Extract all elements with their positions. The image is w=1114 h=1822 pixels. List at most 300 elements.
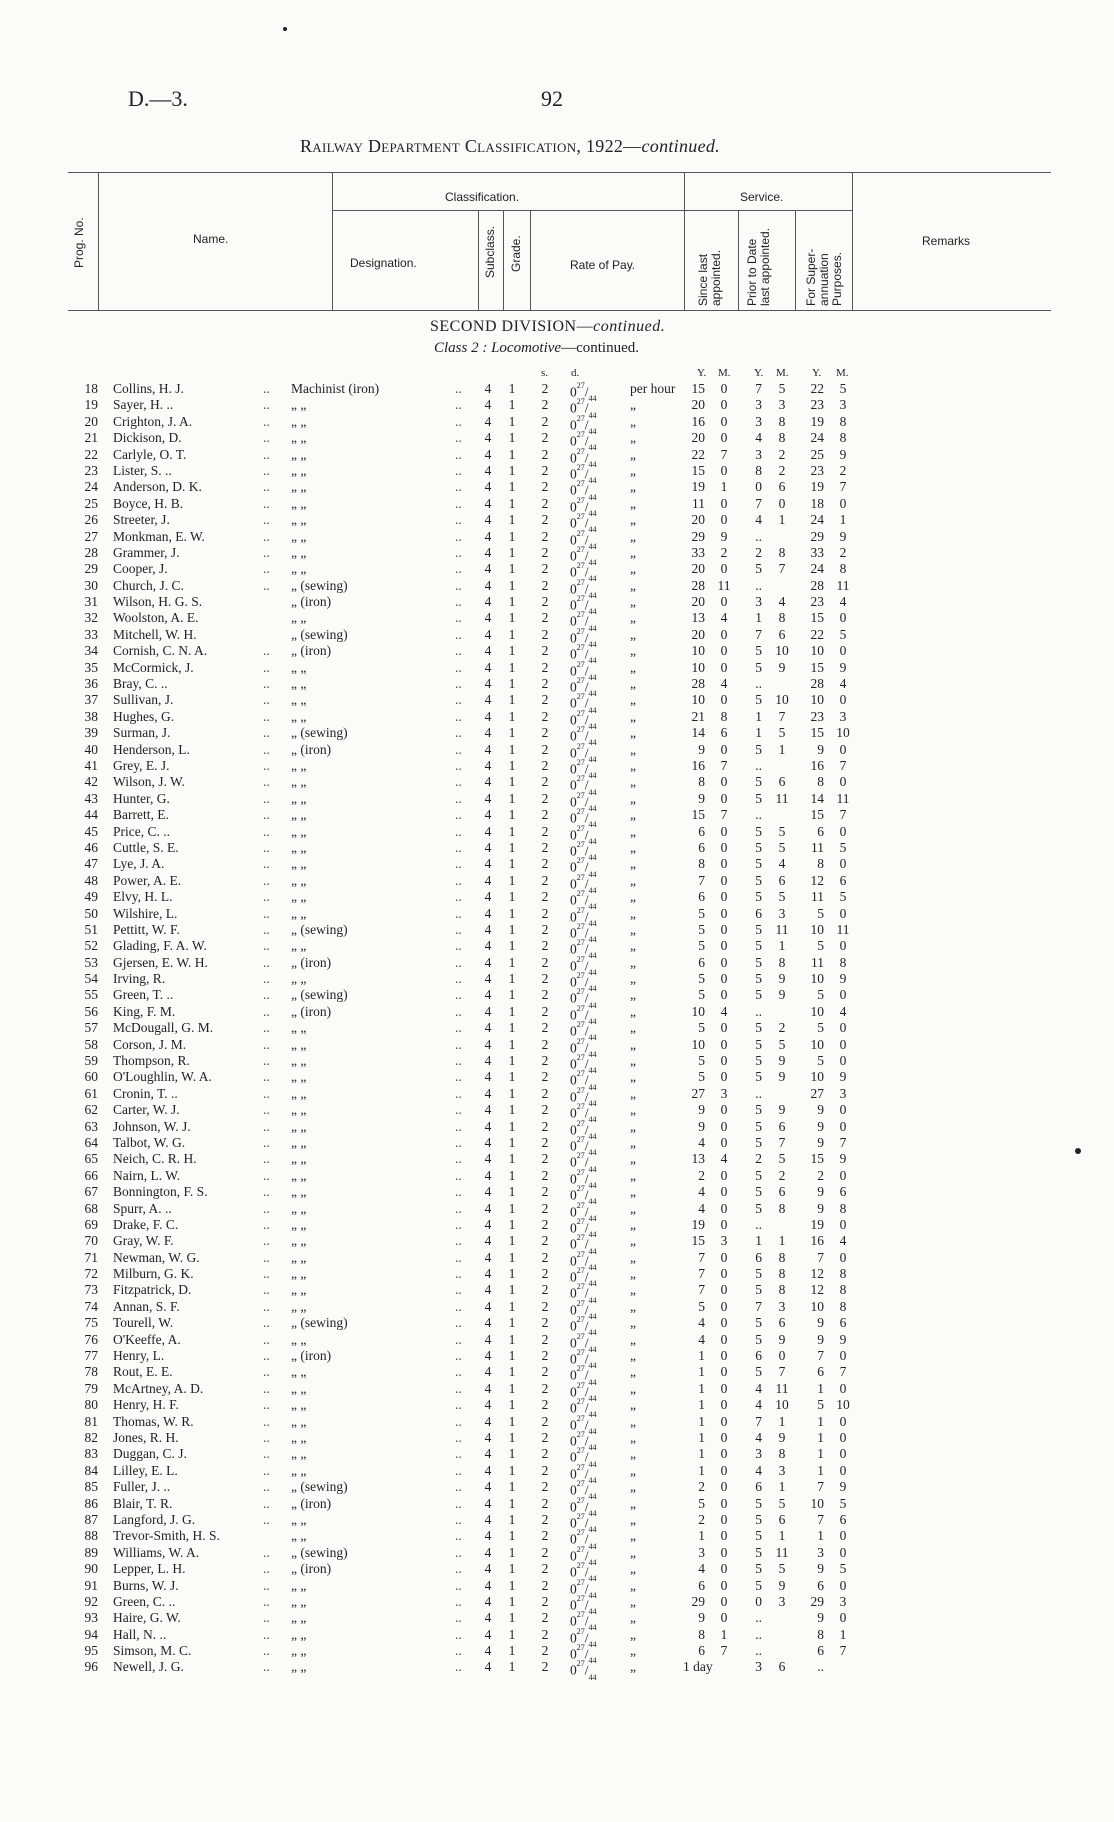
cell-super-months: 0	[839, 856, 847, 872]
cell-super-years: 8	[817, 1626, 824, 1642]
cell-since-months: 1	[720, 479, 728, 495]
cell-prog-no: 34	[84, 643, 98, 659]
pence-whole: 0	[570, 909, 577, 924]
cell-since-months: 7	[720, 757, 728, 773]
cell-shillings: 2	[541, 397, 549, 413]
cell-pence: $0^{27}/_{44}$	[570, 1610, 597, 1633]
cell-leader-dots: ..	[263, 1380, 270, 1396]
cell-rate-unit: „	[630, 1528, 636, 1544]
pence-fraction-denominator: 44	[588, 1377, 597, 1387]
cell-grade: 1	[508, 1200, 516, 1216]
pence-fraction-numerator: 27	[576, 1462, 585, 1472]
cell-prog-no: 33	[84, 626, 98, 642]
pence-fraction-numerator: 27	[576, 1216, 585, 1226]
cell-since-months: 0	[720, 1446, 728, 1462]
cell-prior-months: 6	[778, 1118, 786, 1134]
cell-leader-dots: ..	[455, 1528, 462, 1544]
cell-prior-months: 6	[778, 626, 786, 642]
cell-grade: 1	[508, 971, 516, 987]
pence-fraction-denominator: 44	[588, 672, 597, 682]
cell-super-months: 0	[839, 987, 847, 1003]
cell-prior-months: 8	[778, 413, 786, 429]
pence-fraction-numerator: 27	[576, 659, 585, 669]
cell-leader-dots: ..	[455, 692, 462, 708]
cell-name: Gjersen, E. W. H.	[113, 954, 208, 970]
cell-prog-no: 77	[84, 1348, 98, 1364]
cell-shillings: 2	[541, 1102, 549, 1118]
cell-leader-dots: ..	[263, 1085, 270, 1101]
cell-prior-months: 7	[778, 561, 786, 577]
cell-subclass: 4	[484, 872, 492, 888]
cell-since-years: 16	[691, 757, 705, 773]
table-row	[0, 1069, 1114, 1092]
pence-whole: 0	[570, 1171, 577, 1187]
cell-prior-months: 3	[778, 905, 786, 921]
cell-since-months: 4	[720, 1151, 728, 1167]
pence-fraction-numerator: 27	[576, 790, 585, 800]
cell-since-years: 19	[691, 479, 705, 495]
cell-name: Cornish, C. N. A.	[113, 643, 208, 659]
cell-prior-months: 0	[778, 495, 786, 511]
cell-leader-dots: ..	[263, 1364, 270, 1380]
pence-fraction-denominator: 44	[588, 492, 597, 502]
pence-fraction-denominator: 44	[588, 705, 597, 715]
cell-designation: „ „	[291, 1085, 307, 1101]
cell-since-years: 28	[691, 577, 705, 593]
cell-leader-dots: ..	[455, 413, 462, 429]
cell-grade: 1	[508, 1102, 516, 1118]
pence-whole: 0	[570, 1564, 577, 1580]
class-label: Class 2 :	[434, 340, 492, 356]
cell-designation: „ (sewing)	[291, 1315, 348, 1331]
table-row	[0, 938, 1114, 961]
cell-subclass: 4	[484, 741, 492, 757]
cell-shillings: 2	[541, 1266, 549, 1282]
cell-pence: $0^{27}/_{44}$	[570, 905, 597, 928]
cell-grade: 1	[508, 430, 516, 446]
pence-fraction-numerator: 27	[576, 1380, 585, 1390]
cell-since-years: 22	[691, 446, 705, 462]
cell-pence: $0^{27}/_{44}$	[570, 446, 597, 469]
cell-since-years: 8	[698, 1626, 705, 1642]
cell-leader-dots: ..	[263, 676, 270, 692]
cell-pence: $0^{27}/_{44}$	[570, 1380, 597, 1404]
pence-fraction-numerator: 27	[576, 741, 585, 751]
cell-subclass: 4	[484, 1610, 492, 1626]
cell-rate-unit: „	[630, 1511, 636, 1527]
cell-leader-dots: ..	[455, 987, 462, 1003]
pence-whole: 0	[570, 1187, 577, 1203]
cell-subclass: 4	[484, 1085, 492, 1101]
table-row	[0, 889, 1114, 912]
cell-prior-years: 5	[755, 741, 762, 757]
cell-name: Green, T. ..	[113, 987, 174, 1003]
cell-leader-dots: ..	[455, 1544, 462, 1560]
cell-super-years: 24	[810, 430, 824, 446]
cell-grade: 1	[508, 1626, 516, 1642]
cell-leader-dots: ..	[263, 1561, 270, 1577]
cell-pence: $0^{27}/_{44}$	[570, 1036, 597, 1059]
cell-pence: $0^{27}/_{44}$	[570, 430, 597, 453]
cell-designation: „ „	[291, 1266, 307, 1282]
cell-pence: $0^{27}/_{44}$	[570, 1544, 597, 1567]
pence-fraction-denominator: 44	[588, 508, 597, 518]
cell-subclass: 4	[484, 1036, 492, 1052]
cell-prior-years: 4	[755, 430, 762, 446]
title-main: Railway Department Classification, 1922—	[300, 136, 642, 156]
pence-fraction-denominator: 44	[588, 918, 597, 928]
cell-grade: 1	[508, 1364, 516, 1380]
cell-prior-months: 5	[778, 1151, 786, 1167]
cell-since-years: 1	[698, 1430, 705, 1445]
cell-super-months: 5	[839, 1561, 847, 1577]
cell-rate-unit: „	[630, 1626, 636, 1642]
cell-name: Trevor-Smith, H. S.	[113, 1528, 220, 1544]
cell-super-months: 9	[839, 1069, 847, 1085]
cell-rate-unit: „	[630, 1446, 636, 1462]
table-row	[0, 577, 1114, 600]
cell-prior-years: 6	[755, 1249, 762, 1265]
cell-since-years: 4	[698, 1200, 705, 1216]
cell-designation: „ „	[291, 479, 307, 495]
cell-name: Drake, F. C.	[113, 1216, 179, 1232]
table-row	[0, 921, 1114, 945]
pence-fraction-numerator: 27	[576, 1085, 585, 1095]
cell-prior-years: 7	[755, 495, 762, 511]
cell-grade: 1	[508, 1348, 516, 1364]
cell-pence: $0^{27}/_{44}$	[570, 1577, 597, 1600]
cell-name: Tourell, W.	[113, 1315, 174, 1331]
cell-since-years: 5	[698, 921, 705, 937]
cell-subclass: 4	[484, 1348, 492, 1364]
cell-super-months: 8	[839, 413, 847, 429]
cell-since-years: 14	[691, 725, 705, 741]
cell-shillings: 2	[541, 1085, 549, 1101]
cell-leader-dots: ..	[263, 692, 270, 708]
cell-since-years: 9	[698, 741, 705, 757]
cell-super-months: 2	[839, 462, 847, 478]
cell-rate-unit: „	[630, 1200, 636, 1216]
pence-fraction-denominator: 44	[588, 476, 597, 486]
table-row	[0, 1643, 1114, 1666]
cell-prior-months: 2	[778, 1167, 786, 1183]
cell-rate-unit: „	[630, 1610, 636, 1626]
pence-fraction-numerator: 27	[576, 1511, 585, 1521]
cell-designation: „ (iron)	[291, 1348, 332, 1364]
cell-prior-months: 3	[778, 1593, 786, 1609]
cell-shillings: 2	[541, 1298, 549, 1314]
cell-name: Corson, J. M.	[113, 1036, 187, 1052]
cell-since-months: 0	[720, 1036, 728, 1052]
pence-fraction-denominator: 44	[588, 984, 597, 994]
cell-super-months: 0	[839, 610, 847, 626]
cell-super-years: 15	[810, 610, 824, 626]
cell-rate-unit: „	[630, 1413, 636, 1429]
cell-name: Thompson, R.	[113, 1053, 190, 1069]
cell-prior-months: 5	[778, 839, 786, 855]
cell-designation: „ „	[291, 1397, 307, 1413]
cell-since-years: 20	[691, 626, 705, 642]
cell-shillings: 2	[541, 987, 549, 1003]
pence-whole: 0	[570, 1105, 577, 1121]
cell-grade: 1	[508, 1282, 516, 1298]
cell-super-years: 9	[817, 1118, 824, 1134]
table-row	[0, 446, 1114, 469]
cell-since-months: 0	[720, 1511, 728, 1527]
cell-grade: 1	[508, 479, 516, 495]
cell-pence: $0^{27}/_{44}$	[570, 774, 597, 797]
cell-prior-years: ..	[755, 1003, 762, 1019]
cell-name: Streeter, J.	[113, 512, 170, 528]
cell-prog-no: 64	[84, 1134, 98, 1150]
cell-rate-unit: „	[630, 659, 636, 675]
cell-subclass: 4	[484, 1053, 492, 1069]
pence-fraction-numerator: 27	[576, 692, 585, 702]
cell-pence: $0^{27}/_{44}$	[570, 1315, 597, 1338]
cell-super-years: 11	[811, 954, 824, 970]
cell-shillings: 2	[541, 1397, 549, 1413]
cell-pence: $0^{27}/_{44}$	[570, 659, 597, 682]
pence-whole: 0	[570, 695, 577, 711]
cell-leader-dots: ..	[455, 1659, 462, 1675]
pence-whole: 0	[570, 990, 577, 1006]
cell-grade: 1	[508, 397, 516, 413]
pence-whole: 0	[570, 810, 577, 826]
cell-name: Hall, N. ..	[113, 1626, 167, 1642]
cell-rate-unit: „	[630, 430, 636, 446]
cell-name: Barrett, E.	[113, 807, 169, 823]
cell-rate-unit: „	[630, 1266, 636, 1282]
cell-since-years: 13	[691, 1151, 705, 1167]
cell-leader-dots: ..	[455, 1069, 462, 1085]
cell-subclass: 4	[484, 528, 492, 544]
pence-fraction-numerator: 27	[576, 1331, 585, 1341]
table-row	[0, 561, 1114, 584]
cell-designation: „ „	[291, 938, 307, 954]
cell-prior-months: 5	[778, 889, 786, 905]
pence-fraction-numerator: 27	[576, 1626, 585, 1636]
cell-grade: 1	[508, 1430, 516, 1445]
cell-prior-months: 8	[778, 430, 786, 446]
cell-leader-dots: ..	[263, 1118, 270, 1134]
cell-leader-dots: ..	[263, 807, 270, 823]
pence-whole: 0	[570, 1302, 577, 1318]
cell-prior-years: ..	[755, 577, 762, 593]
cell-name: Spurr, A. ..	[113, 1200, 172, 1216]
cell-leader-dots: ..	[263, 1462, 270, 1478]
cell-grade: 1	[508, 741, 516, 757]
cell-grade: 1	[508, 1249, 516, 1265]
cell-prior-years: ..	[755, 757, 762, 773]
cell-designation: Machinist (iron)	[291, 381, 380, 396]
cell-rate-unit: „	[630, 1069, 636, 1085]
cell-prior-months: 1	[778, 1528, 786, 1544]
cell-prior-months: 8	[778, 1200, 786, 1216]
pence-fraction-denominator: 44	[588, 1066, 597, 1076]
cell-designation: „ „	[291, 1102, 307, 1118]
cell-grade: 1	[508, 1397, 516, 1413]
cell-name: Burns, W. J.	[113, 1577, 179, 1593]
cell-prior-months: 1	[778, 512, 786, 528]
cell-since-years: 15	[691, 462, 705, 478]
cell-name: Crighton, J. A.	[113, 413, 193, 429]
cell-grade: 1	[508, 1380, 516, 1396]
pence-fraction-numerator: 27	[576, 1593, 585, 1603]
cell-since-years: 5	[698, 938, 705, 954]
cell-name: Neich, C. R. H.	[113, 1151, 197, 1167]
cell-name: Cronin, T. ..	[113, 1085, 178, 1101]
cell-prior-years: 7	[755, 1413, 762, 1429]
cell-leader-dots: ..	[455, 1348, 462, 1364]
cell-since-months: 0	[720, 921, 728, 937]
cell-leader-dots: ..	[263, 1413, 270, 1429]
cell-rate-unit: „	[630, 921, 636, 937]
cell-since-years: 21	[691, 708, 705, 724]
cell-leader-dots: ..	[455, 1167, 462, 1183]
cell-leader-dots: ..	[263, 971, 270, 987]
cell-prog-no: 58	[84, 1036, 98, 1052]
cell-pence: $0^{27}/_{44}$	[570, 1085, 597, 1108]
cell-shillings: 2	[541, 872, 549, 888]
cell-grade: 1	[508, 462, 516, 478]
unit-shillings: s.	[541, 367, 549, 379]
pence-fraction-numerator: 27	[576, 1167, 585, 1177]
cell-rate-unit: „	[630, 1118, 636, 1134]
pence-fraction-numerator: 27	[576, 1069, 585, 1079]
table-row	[0, 1479, 1114, 1502]
pence-fraction-denominator: 44	[588, 1410, 597, 1420]
table-row	[0, 823, 1114, 846]
cell-super-months: 5	[839, 839, 847, 855]
cell-leader-dots: ..	[263, 1397, 270, 1413]
cell-prog-no: 95	[84, 1643, 98, 1659]
table-row	[0, 1659, 1114, 1682]
cell-since-months: 0	[720, 1413, 728, 1429]
cell-prior-years: 5	[755, 561, 762, 577]
pence-whole: 0	[570, 400, 577, 416]
cell-since-months: 0	[720, 1053, 728, 1069]
cell-super-months: 8	[839, 1282, 847, 1298]
cell-prior-months: 8	[778, 1266, 786, 1282]
cell-prior-years: 7	[755, 381, 762, 396]
cell-super-months: 8	[839, 561, 847, 577]
cell-leader-dots: ..	[455, 725, 462, 741]
cell-super-months: 4	[839, 676, 847, 692]
cell-since-months: 0	[720, 1282, 728, 1298]
cell-since-years: 5	[698, 1298, 705, 1314]
cell-since-months: 0	[720, 1561, 728, 1577]
cell-grade: 1	[508, 528, 516, 544]
pence-whole: 0	[570, 1072, 577, 1088]
cell-pence: $0^{27}/_{44}$	[570, 495, 597, 518]
cell-since-years: 7	[698, 1266, 705, 1282]
cell-super-months: 7	[839, 479, 847, 495]
cell-pence: $0^{27}/_{44}$	[570, 1184, 597, 1207]
cell-subclass: 4	[484, 1479, 492, 1495]
cell-subclass: 4	[484, 1151, 492, 1167]
cell-since-months: 4	[720, 1003, 728, 1019]
pence-whole: 0	[570, 384, 577, 400]
cell-subclass: 4	[484, 643, 492, 659]
cell-subclass: 4	[484, 954, 492, 970]
cell-grade: 1	[508, 1528, 516, 1544]
cell-since-months: 0	[720, 1020, 728, 1036]
cell-rate-unit: „	[630, 954, 636, 970]
cell-leader-dots: ..	[263, 905, 270, 921]
cell-prog-no: 36	[84, 676, 98, 692]
cell-prior-years: 5	[755, 839, 762, 855]
cell-super-years: 6	[817, 823, 824, 839]
cell-since-years: 6	[698, 954, 705, 970]
cell-grade: 1	[508, 1151, 516, 1167]
header-prog-no: Prog. No.	[72, 217, 86, 268]
pence-fraction-denominator: 44	[588, 1000, 597, 1010]
pence-fraction-denominator: 44	[588, 1426, 597, 1436]
table-row	[0, 807, 1114, 830]
cell-prior-years: 1	[755, 708, 762, 724]
cell-prior-years: 5	[755, 1184, 762, 1200]
pence-fraction-numerator: 27	[576, 823, 585, 833]
cell-subclass: 4	[484, 987, 492, 1003]
pence-whole: 0	[570, 499, 577, 515]
cell-prior-months: 9	[778, 1102, 786, 1118]
cell-shillings: 2	[541, 1643, 549, 1659]
cell-prog-no: 88	[84, 1528, 98, 1544]
cell-designation: „ „	[291, 1593, 307, 1609]
cell-name: Pettitt, W. F.	[113, 921, 180, 937]
cell-leader-dots: ..	[263, 790, 270, 806]
cell-rate-unit: „	[630, 856, 636, 872]
cell-subclass: 4	[484, 1184, 492, 1200]
cell-rate-unit: „	[630, 1315, 636, 1331]
header-name: Name.	[193, 232, 229, 246]
table-row	[0, 790, 1114, 813]
cell-rate-unit: „	[630, 1036, 636, 1052]
pence-fraction-numerator: 27	[576, 1266, 585, 1276]
cell-since-years: 9	[698, 1102, 705, 1118]
cell-shillings: 2	[541, 1610, 549, 1626]
cell-leader-dots: ..	[263, 1053, 270, 1069]
cell-designation: „ „	[291, 1446, 307, 1462]
cell-pence: $0^{27}/_{44}$	[570, 889, 597, 912]
cell-pence: $0^{27}/_{44}$	[570, 692, 597, 715]
cell-prog-no: 30	[84, 577, 98, 593]
cell-leader-dots: ..	[455, 1249, 462, 1265]
cell-since-months: 0	[720, 1249, 728, 1265]
cell-shillings: 2	[541, 774, 549, 790]
cell-since-months: 7	[720, 1643, 728, 1659]
cell-rate-unit: „	[630, 676, 636, 692]
cell-grade: 1	[508, 1610, 516, 1626]
cell-since-months: 0	[720, 790, 728, 806]
cell-designation: „ „	[291, 1511, 307, 1527]
cell-leader-dots: ..	[263, 1430, 270, 1445]
cell-shillings: 2	[541, 1331, 549, 1347]
pence-fraction-numerator: 27	[576, 544, 585, 554]
header-classification: Classification.	[445, 190, 520, 204]
pence-whole: 0	[570, 1154, 577, 1170]
cell-super-months: 11	[836, 577, 850, 593]
pence-fraction-denominator: 44	[588, 656, 597, 666]
cell-shillings: 2	[541, 1020, 549, 1036]
cell-super-years: 19	[810, 1216, 824, 1232]
table-row	[0, 1528, 1114, 1551]
cell-prior-months: 11	[775, 1380, 789, 1396]
pence-fraction-denominator: 44	[588, 394, 597, 404]
cell-leader-dots: ..	[455, 1151, 462, 1167]
cell-pence: $0^{27}/_{44}$	[570, 1626, 597, 1649]
table-row	[0, 856, 1114, 879]
